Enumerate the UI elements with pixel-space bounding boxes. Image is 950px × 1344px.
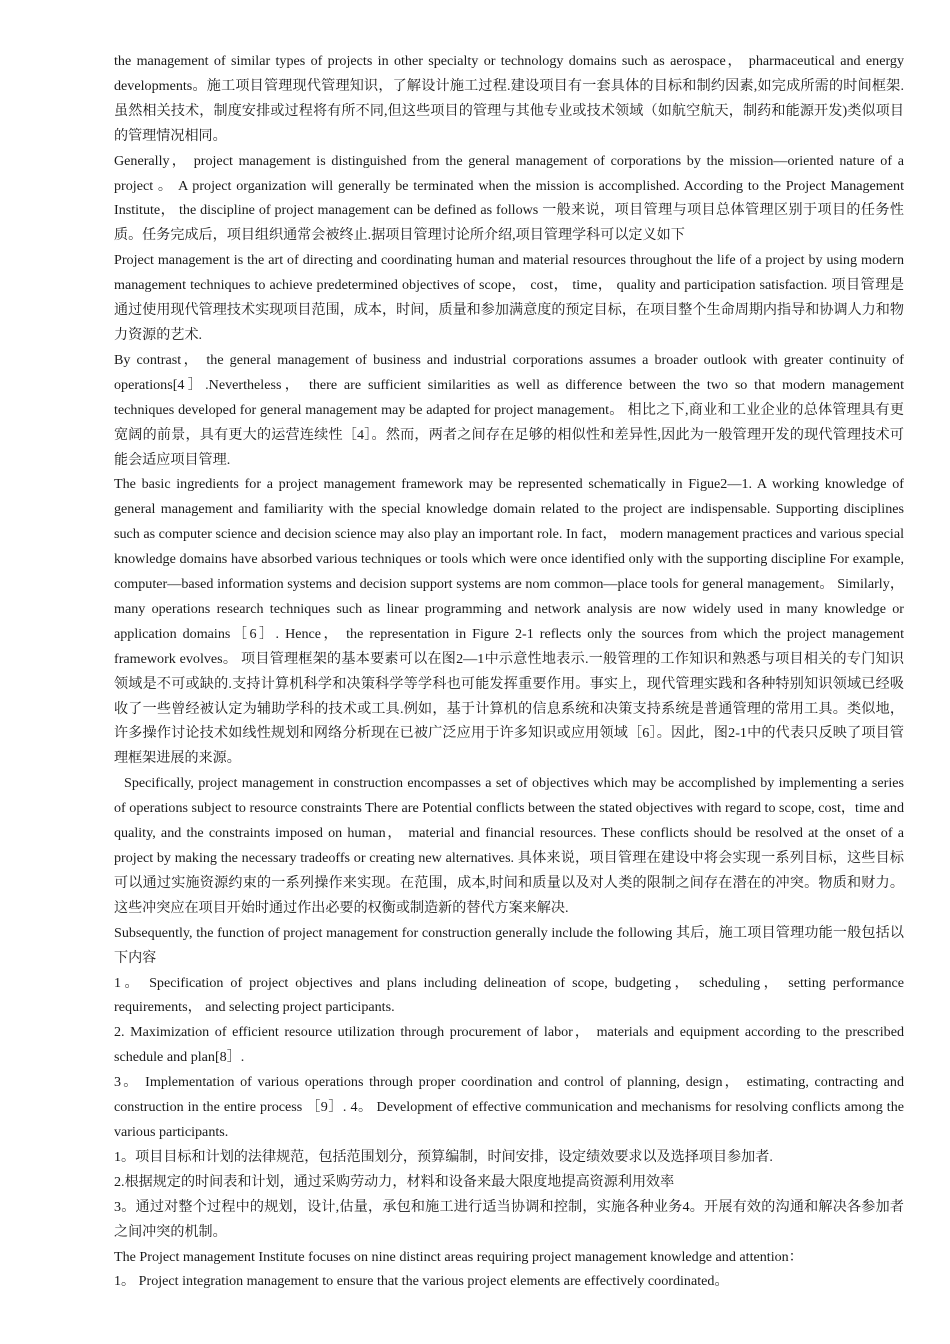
- list-item-en-3-4: 3。 Implementation of various operations through proper coordination and control of planning, design， estimating, contracting and construction in the entire process ［9］. 4。 Development of effective communication and mechanisms for resolving conflicts among the various participants.: [114, 1074, 904, 1140]
- list-item-en-1: 1。 Specification of project objectives and plans including delineation of scope, budgeting， scheduling， setting performance requirements， and selecting project participants.: [114, 974, 904, 1016]
- paragraph-generally: Generally， project management is distinguished from the general management of corporations by the mission—oriented nature of a project 。 A project organization will generally be terminated when the mission is accomplished. According to the Project Management Institute， the discipline of project management can be defined as follows 一般来说，项目管理与项目总体管理区别于项目的任务性质。任务完成后，项目组织通常会被终止.据项目管理讨论所介绍,项目管理学科可以定义如下: [114, 152, 904, 244]
- paragraph-specifically: Specifically, project management in construction encompasses a set of objectives which may be accomplished by implementing a series of operations subject to resource constraints There are Potential conflicts between the stated objectives with regard to scope, cost，time and quality, and the constraints imposed on human， material and financial resources. These conflicts should be resolved at the onset of a project by making the necessary tradeoffs or creating new alternatives. 具体来说，项目管理在建设中将会实现一系列目标，这些目标可以通过实施资源约束的一系列操作来实现。在范围，成本,时间和质量以及对人类的限制之间存在潜在的冲突。物质和财力。这些冲突应在项目开始时通过作出必要的权衡或制造新的替代方案来解决.: [114, 775, 904, 916]
- paragraph-subsequently: Subsequently, the function of project management for construction generally include the following 其后，施工项目管理功能一般包括以下内容: [114, 924, 904, 966]
- list-item-zh-1: 1。项目目标和计划的法律规范，包括范围划分，预算编制，时间安排，设定绩效要求以及选择项目参加者.: [114, 1148, 773, 1165]
- list-item-en-2: 2. Maximization of efficient resource utilization through procurement of labor， materials and equipment according to the prescribed schedule and plan[8］.: [114, 1024, 904, 1066]
- list-item-zh-2: 2.根据规定的时间表和计划，通过采购劳动力，材料和设备来最大限度地提高资源利用效率: [114, 1173, 675, 1190]
- list-item-zh-3-4: 3。通过对整个过程中的规划，设计,估量，承包和施工进行适当协调和控制，实施各种业务4。开展有效的沟通和解决各参加者之间冲突的机制。: [114, 1198, 904, 1240]
- paragraph-by-contrast: By contrast， the general management of business and industrial corporations assumes a broader outlook with greater continuity of operations[4］.Nevertheless， there are sufficient similarities as well as difference between the two so that modern management techniques developed for general management may be adapted for project management。 相比之下,商业和工业企业的总体管理具有更宽阔的前景，具有更大的运营连续性［4］。然而，两者之间存在足够的相似性和差异性,因此为一般管理开发的现代管理技术可能会适应项目管理.: [114, 351, 904, 468]
- paragraph-pmi-areas: The Project management Institute focuses on nine distinct areas requiring project management knowledge and attention：: [114, 1248, 803, 1265]
- paragraph-framework: The basic ingredients for a project management framework may be represented schematically in Figue2—1. A working knowledge of general management and familiarity with the special knowledge domain related to the project are indispensable. Supporting disciplines such as computer science and decision science may also play an important role. In fact， modern management practices and various special knowledge domains have absorbed various techniques or tools which were once identified only with the supporting discipline For example, computer—based information systems and decision support systems are nom common—place tools for general management。 Similarly， many operations research techniques such as linear programming and network analysis are now widely used in many knowledge or application domains［6］. Hence， the representation in Figure 2-1 reflects only the sources from which the project management framework evolves。 项目管理框架的基本要素可以在图2—1中示意性地表示.一般管理的工作知识和熟悉与项目相关的专门知识领域是不可或缺的.支持计算机科学和决策科学等学科也可能发挥重要作用。事实上，现代管理实践和各种特别知识领域已经吸收了一些曾经被认定为辅助学科的技术或工具.例如，基于计算机的信息系统和决策支持系统是普通管理的常用工具。类似地，许多操作讨论技术如线性规划和网络分析现在已被广泛应用于许多知识或应用领域［6］。因此，图2-1中的代表只反映了项目管理框架进展的来源。: [114, 476, 904, 767]
- paragraph-aerospace-comparison: the management of similar types of projects in other specialty or technology domains such as aerospace， pharmaceutical and energy developments。施工项目管理现代管理知识，了解设计施工过程.建设项目有一套具体的目标和制约因素,如完成所需的时间框架.虽然相关技术，制度安排或过程将有所不同,但这些项目的管理与其他专业或技术领域（如航空航天，制药和能源开发)类似项目的管理情况相同。: [114, 53, 904, 144]
- list-item-integration: 1。 Project integration management to ensure that the various project elements are effectively coordinated。: [114, 1273, 729, 1290]
- paragraph-definition: Project management is the art of directing and coordinating human and material resources throughout the life of a project by using modern management techniques to achieve predetermined objectives of scope， cost， time， quality and participation satisfaction. 项目管理是通过使用现代管理技术实现项目范围，成本，时间，质量和参加满意度的预定目标，在项目整个生命周期内指导和协调人力和物力资源的艺术.: [114, 252, 904, 343]
